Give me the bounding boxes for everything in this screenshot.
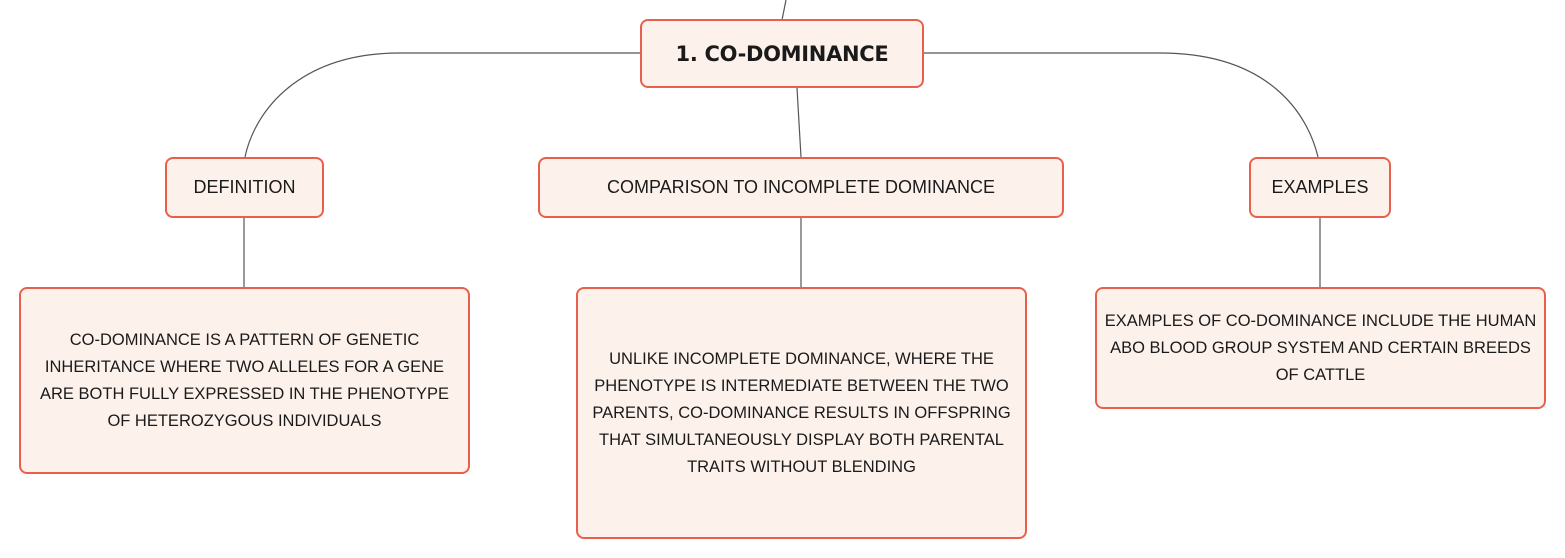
connector-root-to-definition (245, 53, 640, 157)
connector-root-to-examples (924, 53, 1318, 157)
connector-from-parent (782, 0, 786, 20)
root-node-label: 1. CO-DOMINANCE (675, 41, 889, 66)
root-node[interactable] (640, 19, 924, 88)
branch-node-comparison[interactable] (538, 157, 1064, 218)
branch-node-label: DEFINITION (193, 177, 296, 197)
branch-node-label: COMPARISON TO INCOMPLETE DOMINANCE (606, 177, 996, 197)
detail-node-text: UNLIKE INCOMPLETE DOMINANCE, WHERE THE PHENOTYPE IS INTERMEDIATE BETWEEN THE TWO PARENTS, CO-DOMINANCE RESULTS IN OFFSPRING THAT SIMULTANEOUSLY DISPLAY BOTH PARENTAL TRAITS WITHOUT BLENDING (592, 349, 1011, 476)
detail-node-examples[interactable] (1095, 287, 1546, 409)
connector-root-to-comparison (797, 88, 801, 157)
detail-node-text: EXAMPLES OF CO-DOMINANCE INCLUDE THE HUMAN ABO BLOOD GROUP SYSTEM AND CERTAIN BREEDS OF CATTLE (1104, 311, 1537, 384)
branch-node-label: EXAMPLES (1271, 177, 1369, 197)
detail-node-comparison[interactable] (576, 287, 1027, 539)
detail-node-text: CO-DOMINANCE IS A PATTERN OF GENETIC INHERITANCE WHERE TWO ALLELES FOR A GENE ARE BOTH FULLY EXPRESSED IN THE PHENOTYPE OF HETEROZYGOUS INDIVIDUALS (40, 330, 449, 430)
detail-node-definition[interactable] (19, 287, 470, 474)
branch-node-definition[interactable] (165, 157, 324, 218)
branch-node-examples[interactable] (1249, 157, 1391, 218)
